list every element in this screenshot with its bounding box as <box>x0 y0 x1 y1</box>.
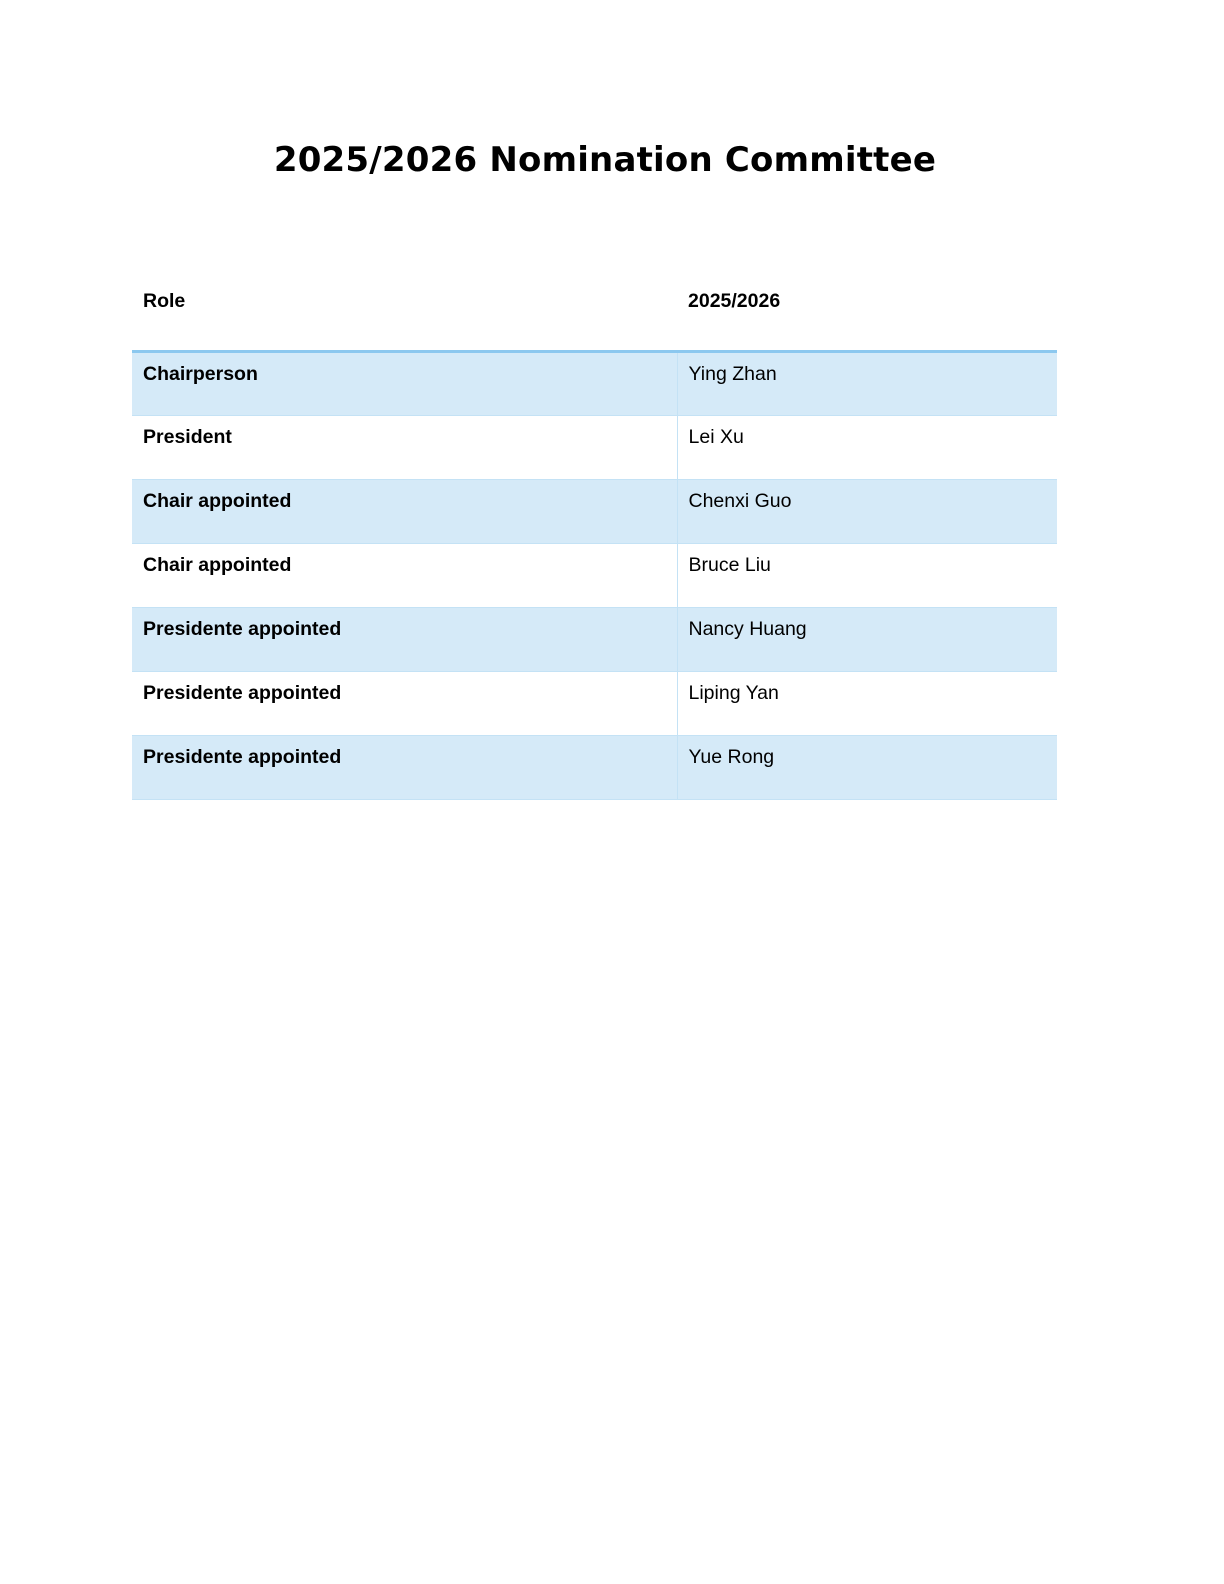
role-cell: Presidente appointed <box>132 735 677 799</box>
member-name-cell: Yue Rong <box>677 735 1057 799</box>
member-name-cell: Liping Yan <box>677 671 1057 735</box>
member-name-cell: Lei Xu <box>677 415 1057 479</box>
table-row <box>132 415 1057 479</box>
committee-table <box>132 268 1057 800</box>
role-cell: Chair appointed <box>132 543 677 607</box>
header-role: Role <box>132 268 677 351</box>
member-name-cell: Ying Zhan <box>677 351 1057 415</box>
role-cell: Presidente appointed <box>132 607 677 671</box>
role-cell: Chairperson <box>132 351 677 415</box>
header-term: 2025/2026 <box>677 268 1057 351</box>
member-name-cell: Bruce Liu <box>677 543 1057 607</box>
role-cell: President <box>132 415 677 479</box>
member-name-cell: Nancy Huang <box>677 607 1057 671</box>
role-cell: Presidente appointed <box>132 671 677 735</box>
table-row <box>132 607 1057 671</box>
table-row <box>132 735 1057 799</box>
table-row <box>132 671 1057 735</box>
table-row <box>132 351 1057 415</box>
page-title: 2025/2026 Nomination Committee <box>273 140 937 180</box>
role-cell: Chair appointed <box>132 479 677 543</box>
table-row <box>132 543 1057 607</box>
table-header-row <box>132 268 1057 351</box>
member-name-cell: Chenxi Guo <box>677 479 1057 543</box>
table-row <box>132 479 1057 543</box>
